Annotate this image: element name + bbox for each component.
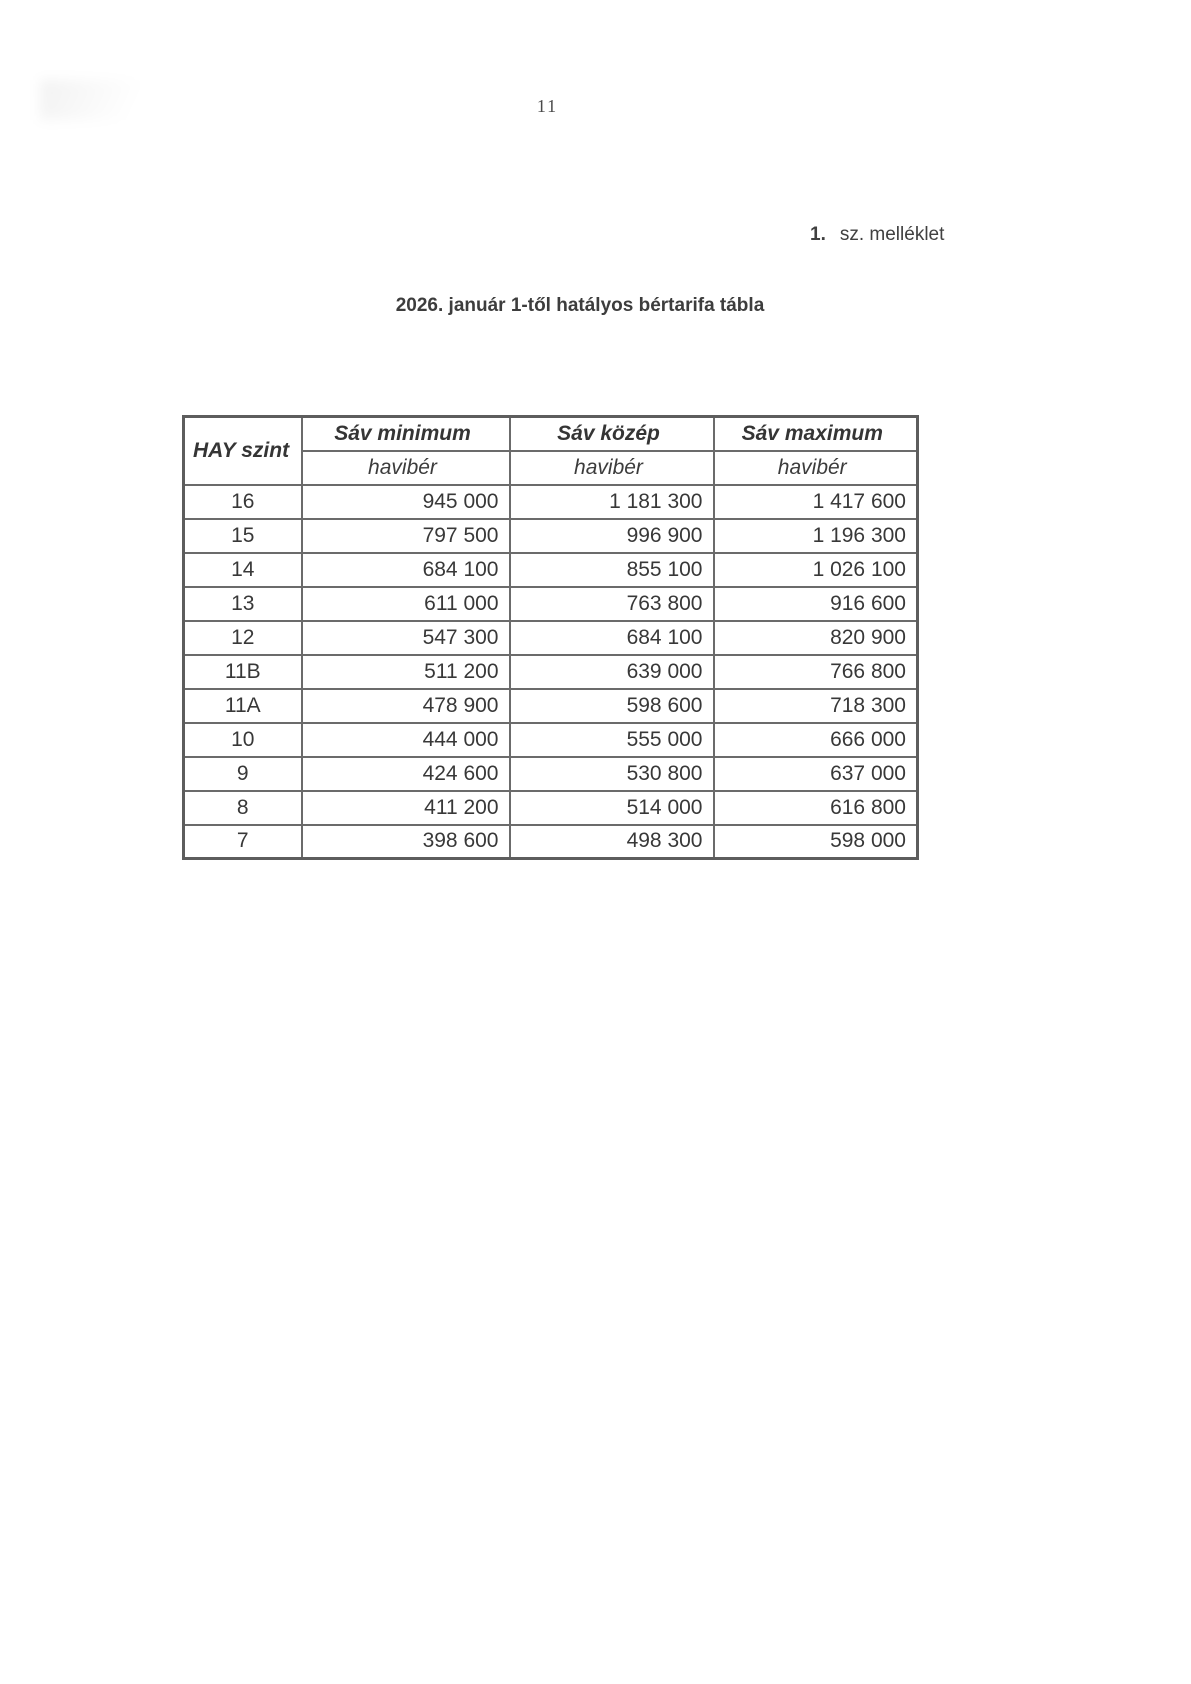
- hay-level: 12: [184, 621, 302, 655]
- band-minimum: 547 300: [302, 621, 510, 655]
- table-row: [184, 621, 918, 655]
- subheader-haviber-min: havibér: [302, 451, 510, 485]
- band-minimum: 411 200: [302, 791, 510, 825]
- band-maximum: 666 000: [714, 723, 918, 757]
- header-sav-kozep: Sáv közép: [510, 417, 714, 451]
- band-maximum: 820 900: [714, 621, 918, 655]
- band-minimum: 684 100: [302, 553, 510, 587]
- page-number: 11: [536, 96, 559, 116]
- band-maximum: 1 417 600: [714, 485, 918, 519]
- band-maximum: 916 600: [714, 587, 918, 621]
- band-maximum: 1 026 100: [714, 553, 918, 587]
- annex-label: [810, 224, 944, 246]
- band-minimum: 478 900: [302, 689, 510, 723]
- table-header-row-1: [184, 417, 918, 451]
- hay-level: 16: [184, 485, 302, 519]
- hay-level: 11B: [184, 655, 302, 689]
- salary-tariff-table: [182, 415, 919, 860]
- band-maximum: 637 000: [714, 757, 918, 791]
- table-row: [184, 791, 918, 825]
- table-row: [184, 655, 918, 689]
- band-middle: 598 600: [510, 689, 714, 723]
- table-row: [184, 485, 918, 519]
- band-minimum: 511 200: [302, 655, 510, 689]
- header-hay-szint: HAY szint: [184, 417, 302, 485]
- band-minimum: 797 500: [302, 519, 510, 553]
- header-sav-maximum: Sáv maximum: [714, 417, 918, 451]
- subheader-haviber-mid: havibér: [510, 451, 714, 485]
- hay-level: 13: [184, 587, 302, 621]
- hay-level: 11A: [184, 689, 302, 723]
- table-row: [184, 519, 918, 553]
- table-row: [184, 723, 918, 757]
- band-minimum: 424 600: [302, 757, 510, 791]
- band-middle: 530 800: [510, 757, 714, 791]
- band-middle: 1 181 300: [510, 485, 714, 519]
- hay-level: 8: [184, 791, 302, 825]
- band-middle: 498 300: [510, 825, 714, 859]
- band-middle: 639 000: [510, 655, 714, 689]
- table-row: [184, 587, 918, 621]
- band-middle: 855 100: [510, 553, 714, 587]
- table-row: [184, 825, 918, 859]
- document-title: 2026. január 1-től hatályos bértarifa tábla: [395, 295, 765, 316]
- band-middle: 996 900: [510, 519, 714, 553]
- band-middle: 684 100: [510, 621, 714, 655]
- band-minimum: 444 000: [302, 723, 510, 757]
- table-row: [184, 553, 918, 587]
- band-minimum: 945 000: [302, 485, 510, 519]
- annex-text: sz. melléklet: [839, 224, 945, 245]
- band-maximum: 718 300: [714, 689, 918, 723]
- hay-level: 9: [184, 757, 302, 791]
- subheader-haviber-max: havibér: [714, 451, 918, 485]
- table-row: [184, 757, 918, 791]
- annex-number: 1.: [810, 224, 826, 245]
- band-maximum: 598 000: [714, 825, 918, 859]
- hay-level: 10: [184, 723, 302, 757]
- band-maximum: 1 196 300: [714, 519, 918, 553]
- header-sav-minimum: Sáv minimum: [302, 417, 510, 451]
- band-maximum: 616 800: [714, 791, 918, 825]
- band-maximum: 766 800: [714, 655, 918, 689]
- band-middle: 763 800: [510, 587, 714, 621]
- band-minimum: 398 600: [302, 825, 510, 859]
- table-row: [184, 689, 918, 723]
- band-middle: 555 000: [510, 723, 714, 757]
- hay-level: 7: [184, 825, 302, 859]
- hay-level: 14: [184, 553, 302, 587]
- hay-level: 15: [184, 519, 302, 553]
- band-minimum: 611 000: [302, 587, 510, 621]
- band-middle: 514 000: [510, 791, 714, 825]
